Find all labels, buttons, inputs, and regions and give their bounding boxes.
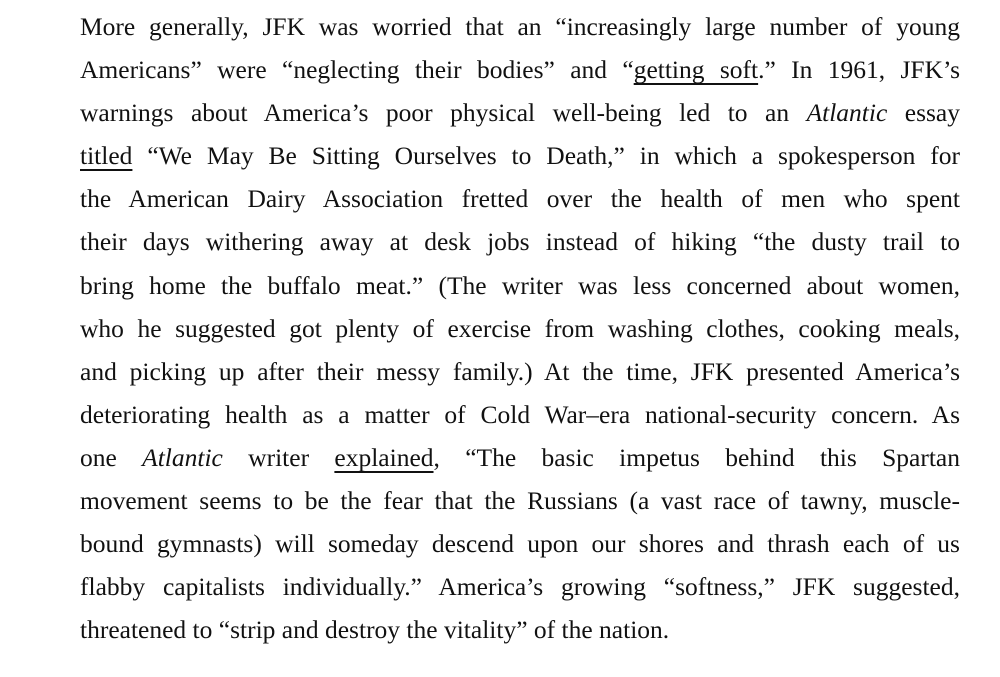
- text-line: [80, 134, 960, 177]
- text-line: [80, 48, 960, 91]
- text-line: [80, 436, 960, 479]
- article-paragraph: [80, 0, 960, 651]
- link-titled[interactable]: titled: [80, 141, 133, 171]
- text-line: deteriorating health as a matter of Cold War–era national-security concern. As: [80, 399, 960, 429]
- text-segment: Americans” were “neglecting their bodies” and “: [80, 55, 634, 85]
- text-segment: writer: [222, 442, 335, 472]
- link-getting-soft[interactable]: getting soft: [633, 55, 759, 85]
- link-explained[interactable]: explained: [334, 442, 434, 472]
- text-segment: , “The basic impetus behind this Spartan: [433, 442, 960, 472]
- text-segment: .” In 1961, JFK’s: [758, 55, 960, 85]
- text-line: threatened to “strip and destroy the vitality” of the nation.: [80, 615, 670, 645]
- text-line: flabby capitalists individually.” America’s growing “softness,” JFK suggested,: [80, 572, 960, 602]
- text-line: bound gymnasts) will someday descend upon our shores and thrash each of us: [80, 529, 960, 559]
- text-segment: “We May Be Sitting Ourselves to Death,” in which a spokesperson for: [132, 141, 960, 171]
- text-segment: essay: [887, 98, 960, 128]
- text-line: [80, 91, 960, 134]
- text-line: the American Dairy Association fretted over the health of men who spent: [80, 184, 960, 214]
- publication-name: Atlantic: [142, 442, 223, 472]
- text-line: bring home the buffalo meat.” (The writer was less concerned about women,: [80, 270, 960, 300]
- text-line: who he suggested got plenty of exercise from washing clothes, cooking meals,: [80, 313, 960, 343]
- text-line: and picking up after their messy family.) At the time, JFK presented America’s: [80, 356, 960, 386]
- text-line: movement seems to be the fear that the Russians (a vast race of tawny, muscle-: [80, 486, 960, 516]
- text-segment: warnings about America’s poor physical well-being led to an: [80, 98, 807, 128]
- text-segment: one: [80, 442, 143, 472]
- text-line: their days withering away at desk jobs instead of hiking “the dusty trail to: [80, 227, 960, 257]
- text-line: More generally, JFK was worried that an “increasingly large number of young: [80, 12, 960, 41]
- publication-name: Atlantic: [806, 98, 888, 128]
